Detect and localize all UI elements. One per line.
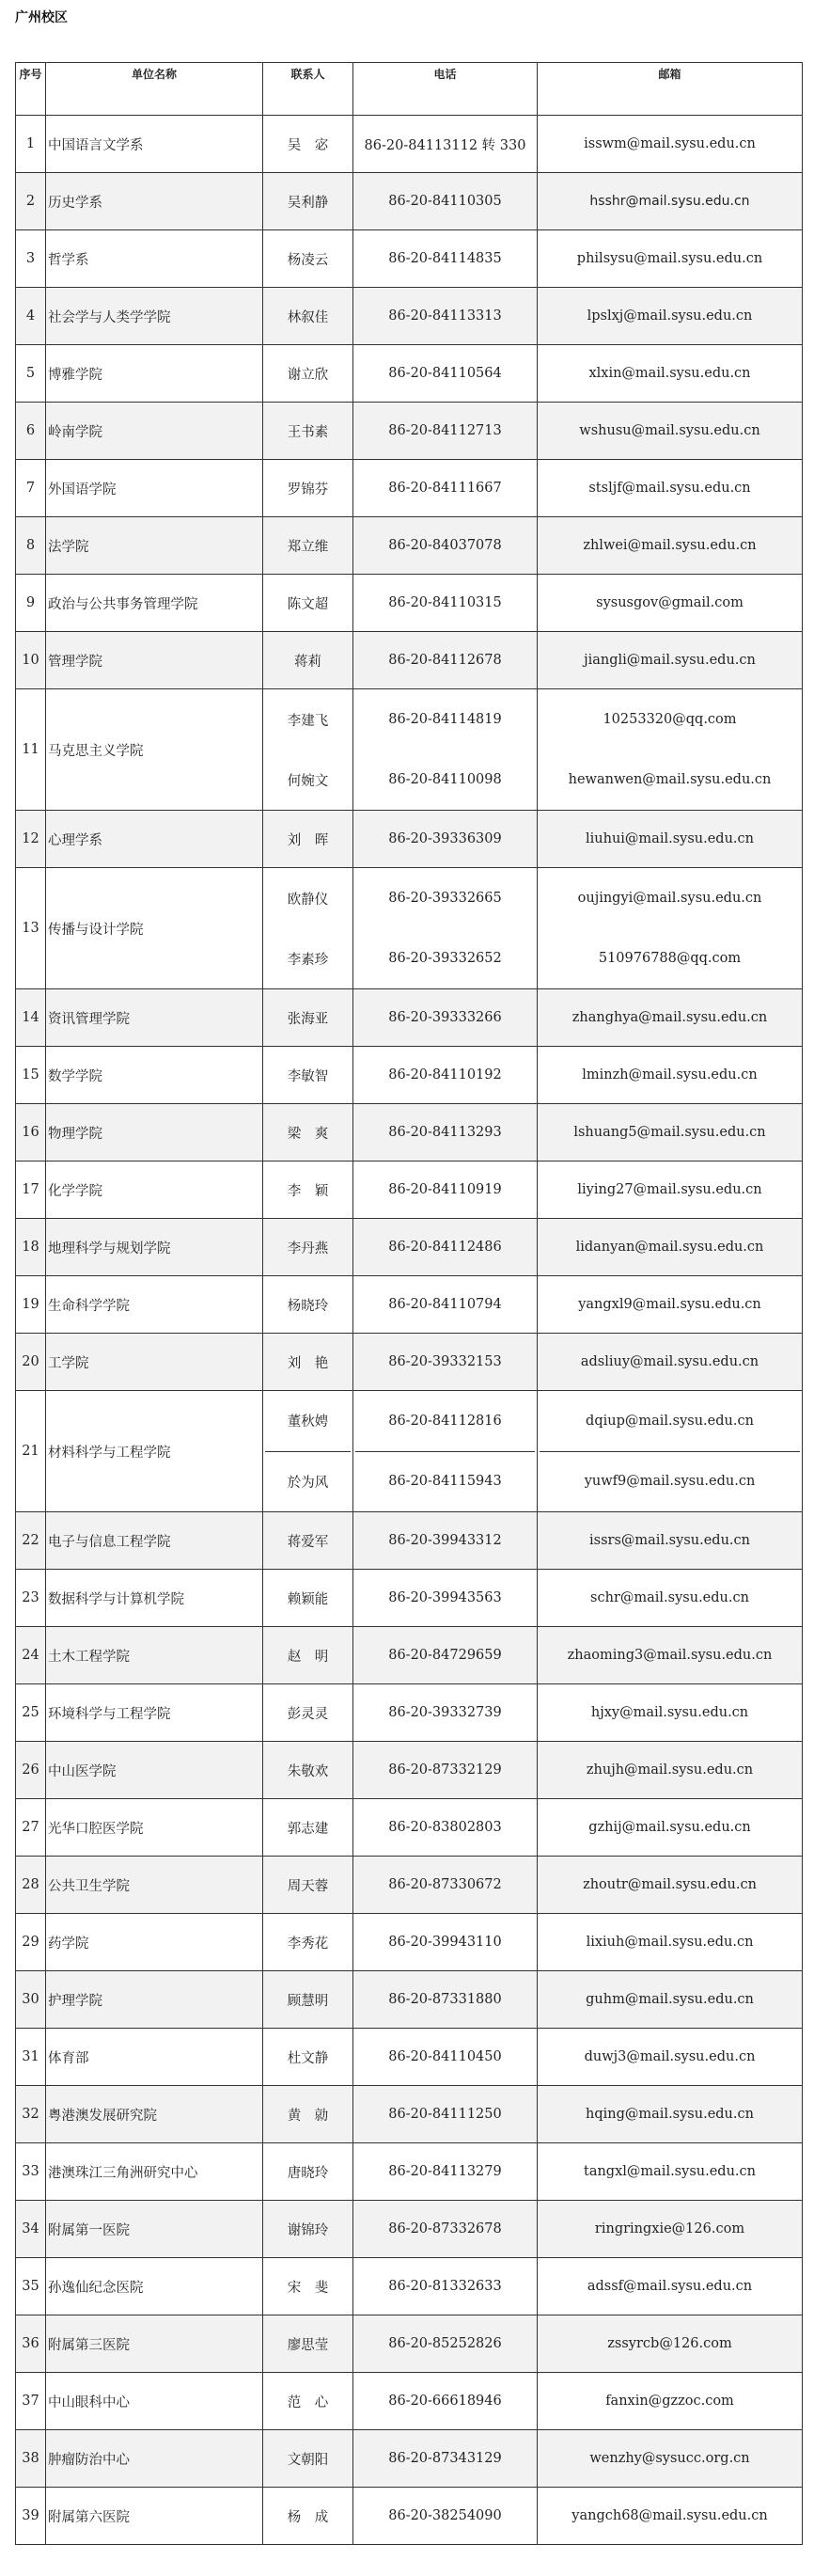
row-number: 17 bbox=[16, 1162, 46, 1219]
contact-person: 蒋莉 bbox=[263, 632, 353, 689]
contact-person: 蒋爱军 bbox=[263, 1512, 353, 1570]
email-address: guhm@mail.sysu.edu.cn bbox=[538, 1971, 803, 2029]
row-number: 5 bbox=[16, 345, 46, 403]
phone-number: 86-20-84111667 bbox=[353, 460, 538, 517]
unit-name: 政治与公共事务管理学院 bbox=[46, 575, 263, 632]
table-header-row bbox=[16, 63, 803, 116]
email-address-group bbox=[538, 689, 803, 811]
email-address: duwj3@mail.sysu.edu.cn bbox=[538, 2029, 803, 2086]
row-number: 23 bbox=[16, 1570, 46, 1627]
email-address-group bbox=[538, 868, 803, 989]
email-address: 510976788@qq.com bbox=[598, 951, 742, 966]
header-phone: 电话 bbox=[353, 63, 538, 116]
unit-name: 数据科学与计算机学院 bbox=[46, 1570, 263, 1627]
phone-number: 86-20-39332665 bbox=[388, 891, 502, 906]
email-address: 10253320@qq.com bbox=[603, 712, 737, 727]
phone-number: 86-20-85252826 bbox=[353, 2315, 538, 2373]
phone-number: 86-20-84113293 bbox=[353, 1104, 538, 1162]
unit-name: 外国语学院 bbox=[46, 460, 263, 517]
table-row bbox=[16, 811, 803, 868]
header-unit: 单位名称 bbox=[46, 63, 263, 116]
row-number: 3 bbox=[16, 230, 46, 288]
phone-number: 86-20-84112486 bbox=[353, 1219, 538, 1276]
table-row bbox=[16, 403, 803, 460]
contact-person: 吴 宓 bbox=[263, 116, 353, 173]
row-number: 30 bbox=[16, 1971, 46, 2029]
table-row bbox=[16, 460, 803, 517]
table-row bbox=[16, 1512, 803, 1570]
table-row bbox=[16, 989, 803, 1047]
header-person: 联系人 bbox=[263, 63, 353, 116]
email-address: tangxl@mail.sysu.edu.cn bbox=[538, 2143, 803, 2201]
email-address: lshuang5@mail.sysu.edu.cn bbox=[538, 1104, 803, 1162]
header-no: 序号 bbox=[16, 63, 46, 116]
table-row bbox=[16, 2029, 803, 2086]
contact-person: 赵 明 bbox=[263, 1627, 353, 1684]
table-row bbox=[16, 288, 803, 345]
phone-number: 86-20-84110564 bbox=[353, 345, 538, 403]
row-number: 34 bbox=[16, 2201, 46, 2258]
unit-name: 博雅学院 bbox=[46, 345, 263, 403]
email-address: schr@mail.sysu.edu.cn bbox=[538, 1570, 803, 1627]
table-row bbox=[16, 1391, 803, 1512]
unit-name: 心理学系 bbox=[46, 811, 263, 868]
phone-number-group bbox=[353, 1391, 538, 1512]
row-number: 16 bbox=[16, 1104, 46, 1162]
row-number: 19 bbox=[16, 1276, 46, 1334]
unit-name: 化学学院 bbox=[46, 1162, 263, 1219]
row-number: 15 bbox=[16, 1047, 46, 1104]
contact-person: 杜文静 bbox=[263, 2029, 353, 2086]
contact-person: 吴利静 bbox=[263, 173, 353, 230]
unit-name: 中国语言文学系 bbox=[46, 116, 263, 173]
phone-number: 86-20-39943312 bbox=[353, 1512, 538, 1570]
unit-name: 体育部 bbox=[46, 2029, 263, 2086]
email-address: hsshr@mail.sysu.edu.cn bbox=[538, 173, 803, 230]
email-address: philsysu@mail.sysu.edu.cn bbox=[538, 230, 803, 288]
row-number: 24 bbox=[16, 1627, 46, 1684]
table-row bbox=[16, 1162, 803, 1219]
phone-number: 86-20-84113313 bbox=[353, 288, 538, 345]
table-row bbox=[16, 2201, 803, 2258]
phone-number: 86-20-84112678 bbox=[353, 632, 538, 689]
email-address: lidanyan@mail.sysu.edu.cn bbox=[538, 1219, 803, 1276]
table-row bbox=[16, 1799, 803, 1857]
table-row bbox=[16, 1276, 803, 1334]
phone-number: 86-20-84115943 bbox=[355, 1451, 535, 1512]
unit-name: 光华口腔医学院 bbox=[46, 1799, 263, 1857]
contact-person: 李敏智 bbox=[263, 1047, 353, 1104]
row-number: 28 bbox=[16, 1857, 46, 1914]
unit-name: 附属第六医院 bbox=[46, 2488, 263, 2545]
contact-person: 林叙佳 bbox=[263, 288, 353, 345]
contact-person: 杨 成 bbox=[263, 2488, 353, 2545]
phone-number: 86-20-84112713 bbox=[353, 403, 538, 460]
row-number: 7 bbox=[16, 460, 46, 517]
email-address: yangxl9@mail.sysu.edu.cn bbox=[538, 1276, 803, 1334]
contact-person: 李秀花 bbox=[263, 1914, 353, 1971]
contact-person: 杨凌云 bbox=[263, 230, 353, 288]
phone-number: 86-20-84110794 bbox=[353, 1276, 538, 1334]
phone-number: 86-20-84114835 bbox=[353, 230, 538, 288]
table-row bbox=[16, 1857, 803, 1914]
unit-name: 土木工程学院 bbox=[46, 1627, 263, 1684]
unit-name: 粤港澳发展研究院 bbox=[46, 2086, 263, 2143]
phone-number: 86-20-84111250 bbox=[353, 2086, 538, 2143]
row-number: 39 bbox=[16, 2488, 46, 2545]
phone-number: 86-20-84112816 bbox=[388, 1413, 502, 1429]
table-row bbox=[16, 173, 803, 230]
contact-person: 彭灵灵 bbox=[263, 1684, 353, 1742]
contact-person: 杨晓玲 bbox=[263, 1276, 353, 1334]
contact-person: 朱敬欢 bbox=[263, 1742, 353, 1799]
contact-person: 宋 斐 bbox=[263, 2258, 353, 2315]
table-row bbox=[16, 1570, 803, 1627]
email-address: xlxin@mail.sysu.edu.cn bbox=[538, 345, 803, 403]
email-address: lixiuh@mail.sysu.edu.cn bbox=[538, 1914, 803, 1971]
phone-number-group bbox=[353, 868, 538, 989]
row-number: 36 bbox=[16, 2315, 46, 2373]
table-body bbox=[16, 116, 803, 2545]
table-row bbox=[16, 116, 803, 173]
row-number: 20 bbox=[16, 1334, 46, 1391]
row-number: 9 bbox=[16, 575, 46, 632]
email-address: lpslxj@mail.sysu.edu.cn bbox=[538, 288, 803, 345]
contact-person: 刘 晖 bbox=[263, 811, 353, 868]
unit-name: 药学院 bbox=[46, 1914, 263, 1971]
unit-name: 孙逸仙纪念医院 bbox=[46, 2258, 263, 2315]
row-number: 35 bbox=[16, 2258, 46, 2315]
contact-person: 谢立欣 bbox=[263, 345, 353, 403]
row-number: 18 bbox=[16, 1219, 46, 1276]
row-number: 13 bbox=[16, 868, 46, 989]
unit-name: 附属第三医院 bbox=[46, 2315, 263, 2373]
table-row bbox=[16, 1684, 803, 1742]
phone-number: 86-20-84037078 bbox=[353, 517, 538, 575]
email-address: stsljf@mail.sysu.edu.cn bbox=[538, 460, 803, 517]
contact-person: 罗锦芬 bbox=[263, 460, 353, 517]
email-address: adsliuy@mail.sysu.edu.cn bbox=[538, 1334, 803, 1391]
unit-name: 中山眼科中心 bbox=[46, 2373, 263, 2430]
phone-number: 86-20-87332678 bbox=[353, 2201, 538, 2258]
email-address-group bbox=[538, 1391, 803, 1512]
table-row bbox=[16, 2143, 803, 2201]
contact-person-group bbox=[263, 689, 353, 811]
row-number: 26 bbox=[16, 1742, 46, 1799]
row-number: 21 bbox=[16, 1391, 46, 1512]
table-row bbox=[16, 230, 803, 288]
unit-name: 物理学院 bbox=[46, 1104, 263, 1162]
phone-number: 86-20-84110315 bbox=[353, 575, 538, 632]
unit-name: 生命科学学院 bbox=[46, 1276, 263, 1334]
email-address: zssyrcb@126.com bbox=[538, 2315, 803, 2373]
phone-number: 86-20-39336309 bbox=[353, 811, 538, 868]
table-row bbox=[16, 517, 803, 575]
phone-number: 86-20-39332652 bbox=[388, 951, 502, 966]
table-row bbox=[16, 345, 803, 403]
phone-number: 86-20-84113279 bbox=[353, 2143, 538, 2201]
table-row bbox=[16, 689, 803, 811]
email-address: jiangli@mail.sysu.edu.cn bbox=[538, 632, 803, 689]
email-address: yuwf9@mail.sysu.edu.cn bbox=[540, 1451, 800, 1512]
phone-number: 86-20-39332153 bbox=[353, 1334, 538, 1391]
phone-number: 86-20-66618946 bbox=[353, 2373, 538, 2430]
phone-number: 86-20-87331880 bbox=[353, 1971, 538, 2029]
email-address: ringringxie@126.com bbox=[538, 2201, 803, 2258]
contact-person: 郑立维 bbox=[263, 517, 353, 575]
email-address: zhanghya@mail.sysu.edu.cn bbox=[538, 989, 803, 1047]
row-number: 6 bbox=[16, 403, 46, 460]
email-address: hewanwen@mail.sysu.edu.cn bbox=[568, 772, 772, 787]
row-number: 27 bbox=[16, 1799, 46, 1857]
table-row bbox=[16, 575, 803, 632]
unit-name: 公共卫生学院 bbox=[46, 1857, 263, 1914]
contact-person: 李丹燕 bbox=[263, 1219, 353, 1276]
phone-number: 86-20-39943563 bbox=[353, 1570, 538, 1627]
unit-name: 附属第一医院 bbox=[46, 2201, 263, 2258]
table-row bbox=[16, 2086, 803, 2143]
unit-name: 社会学与人类学学院 bbox=[46, 288, 263, 345]
contact-person: 李建飞 bbox=[287, 713, 329, 729]
contact-person: 李 颖 bbox=[263, 1162, 353, 1219]
header-email: 邮箱 bbox=[538, 63, 803, 116]
table-row bbox=[16, 2258, 803, 2315]
contact-person: 王书素 bbox=[263, 403, 353, 460]
row-number: 33 bbox=[16, 2143, 46, 2201]
contact-person: 李素珍 bbox=[287, 952, 329, 968]
contact-person: 於为风 bbox=[265, 1451, 351, 1512]
email-address: adssf@mail.sysu.edu.cn bbox=[538, 2258, 803, 2315]
phone-number: 86-20-81332633 bbox=[353, 2258, 538, 2315]
row-number: 32 bbox=[16, 2086, 46, 2143]
phone-number: 86-20-87332129 bbox=[353, 1742, 538, 1799]
contact-person: 范 心 bbox=[263, 2373, 353, 2430]
row-number: 2 bbox=[16, 173, 46, 230]
table-row bbox=[16, 1742, 803, 1799]
row-number: 25 bbox=[16, 1684, 46, 1742]
phone-number: 86-20-84729659 bbox=[353, 1627, 538, 1684]
unit-name: 中山医学院 bbox=[46, 1742, 263, 1799]
phone-number: 86-20-87330672 bbox=[353, 1857, 538, 1914]
contact-table bbox=[15, 62, 803, 2545]
phone-number: 86-20-84110919 bbox=[353, 1162, 538, 1219]
row-number: 10 bbox=[16, 632, 46, 689]
phone-number: 86-20-83802803 bbox=[353, 1799, 538, 1857]
phone-number: 86-20-84110192 bbox=[353, 1047, 538, 1104]
row-number: 38 bbox=[16, 2430, 46, 2488]
email-address: liying27@mail.sysu.edu.cn bbox=[538, 1162, 803, 1219]
table-row bbox=[16, 868, 803, 989]
contact-person: 梁 爽 bbox=[263, 1104, 353, 1162]
contact-person-group bbox=[263, 868, 353, 989]
email-address: zhoutr@mail.sysu.edu.cn bbox=[538, 1857, 803, 1914]
contact-person: 顾慧明 bbox=[263, 1971, 353, 2029]
email-address: wshusu@mail.sysu.edu.cn bbox=[538, 403, 803, 460]
unit-name: 护理学院 bbox=[46, 1971, 263, 2029]
email-address: hjxy@mail.sysu.edu.cn bbox=[538, 1684, 803, 1742]
unit-name: 电子与信息工程学院 bbox=[46, 1512, 263, 1570]
row-number: 31 bbox=[16, 2029, 46, 2086]
unit-name: 材料科学与工程学院 bbox=[46, 1391, 263, 1512]
row-number: 4 bbox=[16, 288, 46, 345]
unit-name: 管理学院 bbox=[46, 632, 263, 689]
table-row bbox=[16, 632, 803, 689]
contact-person: 董秋娉 bbox=[287, 1414, 329, 1430]
email-address: zhujh@mail.sysu.edu.cn bbox=[538, 1742, 803, 1799]
phone-number: 86-20-84110098 bbox=[388, 772, 502, 787]
table-row bbox=[16, 2373, 803, 2430]
table-row bbox=[16, 1047, 803, 1104]
contact-person: 赖颖能 bbox=[263, 1570, 353, 1627]
table-row bbox=[16, 1334, 803, 1391]
email-address: sysusgov@gmail.com bbox=[538, 575, 803, 632]
phone-number: 86-20-39943110 bbox=[353, 1914, 538, 1971]
row-number: 14 bbox=[16, 989, 46, 1047]
email-address: hqing@mail.sysu.edu.cn bbox=[538, 2086, 803, 2143]
table-row bbox=[16, 1627, 803, 1684]
email-address: dqiup@mail.sysu.edu.cn bbox=[586, 1413, 754, 1429]
unit-name: 肿瘤防治中心 bbox=[46, 2430, 263, 2488]
email-address: issrs@mail.sysu.edu.cn bbox=[538, 1512, 803, 1570]
row-number: 11 bbox=[16, 689, 46, 811]
unit-name: 数学学院 bbox=[46, 1047, 263, 1104]
table-row bbox=[16, 2488, 803, 2545]
table-row bbox=[16, 1914, 803, 1971]
phone-number: 86-20-84113112 转 330 bbox=[353, 116, 538, 173]
unit-name: 港澳珠江三角洲研究中心 bbox=[46, 2143, 263, 2201]
contact-person: 文朝阳 bbox=[263, 2430, 353, 2488]
phone-number: 86-20-84110305 bbox=[353, 173, 538, 230]
unit-name: 岭南学院 bbox=[46, 403, 263, 460]
contact-person: 何婉文 bbox=[287, 773, 329, 789]
contact-person: 欧静仪 bbox=[287, 892, 329, 908]
row-number: 22 bbox=[16, 1512, 46, 1570]
contact-person: 陈文超 bbox=[263, 575, 353, 632]
phone-number-group bbox=[353, 689, 538, 811]
contact-person: 唐晓玲 bbox=[263, 2143, 353, 2201]
row-number: 37 bbox=[16, 2373, 46, 2430]
campus-title: 广州校区 bbox=[15, 10, 68, 25]
contact-person: 郭志建 bbox=[263, 1799, 353, 1857]
row-number: 29 bbox=[16, 1914, 46, 1971]
unit-name: 资讯管理学院 bbox=[46, 989, 263, 1047]
email-address: yangch68@mail.sysu.edu.cn bbox=[538, 2488, 803, 2545]
unit-name: 马克思主义学院 bbox=[46, 689, 263, 811]
email-address: gzhij@mail.sysu.edu.cn bbox=[538, 1799, 803, 1857]
unit-name: 工学院 bbox=[46, 1334, 263, 1391]
email-address: oujingyi@mail.sysu.edu.cn bbox=[577, 891, 762, 906]
table-row bbox=[16, 2430, 803, 2488]
phone-number: 86-20-84114819 bbox=[388, 712, 502, 727]
email-address: fanxin@gzzoc.com bbox=[538, 2373, 803, 2430]
contact-person: 谢锦玲 bbox=[263, 2201, 353, 2258]
row-number: 12 bbox=[16, 811, 46, 868]
email-address: isswm@mail.sysu.edu.cn bbox=[538, 116, 803, 173]
unit-name: 法学院 bbox=[46, 517, 263, 575]
email-address: liuhui@mail.sysu.edu.cn bbox=[538, 811, 803, 868]
contact-person: 刘 艳 bbox=[263, 1334, 353, 1391]
contact-person: 黄 勍 bbox=[263, 2086, 353, 2143]
email-address: wenzhy@sysucc.org.cn bbox=[538, 2430, 803, 2488]
table-row bbox=[16, 1104, 803, 1162]
unit-name: 地理科学与规划学院 bbox=[46, 1219, 263, 1276]
contact-person: 廖思莹 bbox=[263, 2315, 353, 2373]
unit-name: 环境科学与工程学院 bbox=[46, 1684, 263, 1742]
row-number: 1 bbox=[16, 116, 46, 173]
table-row bbox=[16, 1219, 803, 1276]
phone-number: 86-20-39333266 bbox=[353, 989, 538, 1047]
contact-person-group bbox=[263, 1391, 353, 1512]
phone-number: 86-20-39332739 bbox=[353, 1684, 538, 1742]
table-row bbox=[16, 2315, 803, 2373]
phone-number: 86-20-84110450 bbox=[353, 2029, 538, 2086]
contact-person: 周天蓉 bbox=[263, 1857, 353, 1914]
email-address: lminzh@mail.sysu.edu.cn bbox=[538, 1047, 803, 1104]
email-address: zhlwei@mail.sysu.edu.cn bbox=[538, 517, 803, 575]
contact-person: 张海亚 bbox=[263, 989, 353, 1047]
table-row bbox=[16, 1971, 803, 2029]
unit-name: 哲学系 bbox=[46, 230, 263, 288]
email-address: zhaoming3@mail.sysu.edu.cn bbox=[538, 1627, 803, 1684]
phone-number: 86-20-87343129 bbox=[353, 2430, 538, 2488]
unit-name: 历史学系 bbox=[46, 173, 263, 230]
row-number: 8 bbox=[16, 517, 46, 575]
phone-number: 86-20-38254090 bbox=[353, 2488, 538, 2545]
unit-name: 传播与设计学院 bbox=[46, 868, 263, 989]
